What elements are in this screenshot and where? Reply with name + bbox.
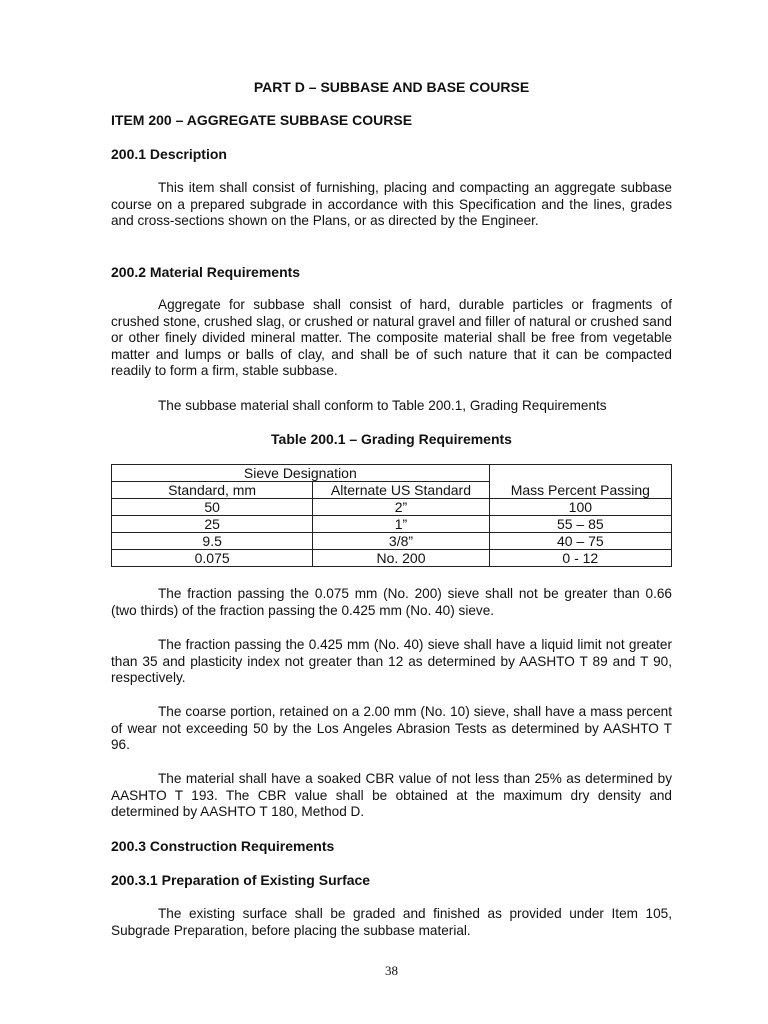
- table-cell-standard: 0.075: [112, 550, 313, 567]
- table-cell-alternate: No. 200: [313, 550, 489, 567]
- description-paragraph: This item shall consist of furnishing, placing and compacting an aggregate subbase course on a prepared subgrade in accordance with this Specification and the lines, grades and cross-sections shown on the Plans, or as directed by the Engineer.: [111, 180, 672, 228]
- table-header-mass-passing: Mass Percent Passing: [489, 465, 671, 499]
- table-caption: Table 200.1 – Grading Requirements: [271, 431, 512, 447]
- part-title: PART D – SUBBASE AND BASE COURSE: [253, 79, 530, 95]
- table-header-standard: Standard, mm: [112, 482, 313, 499]
- table-header-alternate: Alternate US Standard: [313, 482, 489, 499]
- table-cell-alternate: 2”: [313, 499, 489, 516]
- table-cell-standard: 25: [112, 516, 313, 533]
- material-paragraph-1: Aggregate for subbase shall consist of hard, durable particles or fragments of crushed stone, crushed slag, or crushed or natural gravel and filler of natural or crushed sand or other finely divided mineral matter. The composite material shall be free from vegetable matter and lumps or balls of clay, and shall be of such nature that it can be compacted readily to form a firm, stable subbase.: [111, 297, 672, 378]
- material-paragraph-4: The fraction passing the 0.425 mm (No. 40) sieve shall have a liquid limit not greater than 35 and plasticity index not greater than 12 as determined by AASHTO T 89 and T 90, respectively.: [111, 637, 672, 685]
- material-paragraph-2: The subbase material shall conform to Table 200.1, Grading Requirements: [158, 398, 607, 413]
- table-cell-alternate: 3/8”: [313, 533, 489, 550]
- table-cell-mass-passing: 55 – 85: [489, 516, 671, 533]
- table-header-row: [112, 465, 672, 482]
- material-paragraph-3: The fraction passing the 0.075 mm (No. 200) sieve shall not be greater than 0.66 (two thirds) of the fraction passing the 0.425 mm (No. 40) sieve.: [111, 586, 672, 618]
- grading-table: [111, 464, 672, 567]
- page-number: 38: [385, 963, 398, 978]
- section-heading-material: 200.2 Material Requirements: [111, 264, 301, 280]
- section-heading-construction: 200.3 Construction Requirements: [111, 838, 335, 854]
- table-cell-mass-passing: 40 – 75: [489, 533, 671, 550]
- material-paragraph-5: The coarse portion, retained on a 2.00 mm (No. 10) sieve, shall have a mass percent of wear not exceeding 50 by the Los Angeles Abrasion Tests as determined by AASHTO T 96.: [111, 704, 672, 752]
- table-row: [112, 516, 672, 533]
- table-cell-standard: 9.5: [112, 533, 313, 550]
- section-heading-description: 200.1 Description: [111, 146, 227, 162]
- document-page: [111, 0, 672, 1024]
- table-group-header: Sieve Designation: [112, 465, 490, 482]
- table-cell-mass-passing: 100: [489, 499, 671, 516]
- table-row: [112, 533, 672, 550]
- subsection-heading-preparation: 200.3.1 Preparation of Existing Surface: [111, 872, 371, 888]
- table-cell-alternate: 1”: [313, 516, 489, 533]
- table-cell-standard: 50: [112, 499, 313, 516]
- table-row: [112, 550, 672, 567]
- material-paragraph-6: The material shall have a soaked CBR value of not less than 25% as determined by AASHTO T 193. The CBR value shall be obtained at the maximum dry density and determined by AASHTO T 180, Method D.: [111, 771, 672, 819]
- item-title: ITEM 200 – AGGREGATE SUBBASE COURSE: [111, 112, 413, 128]
- construction-paragraph: The existing surface shall be graded and finished as provided under Item 105, Subgrade Preparation, before placing the subbase material.: [111, 906, 672, 938]
- table-cell-mass-passing: 0 - 12: [489, 550, 671, 567]
- table-row: [112, 499, 672, 516]
